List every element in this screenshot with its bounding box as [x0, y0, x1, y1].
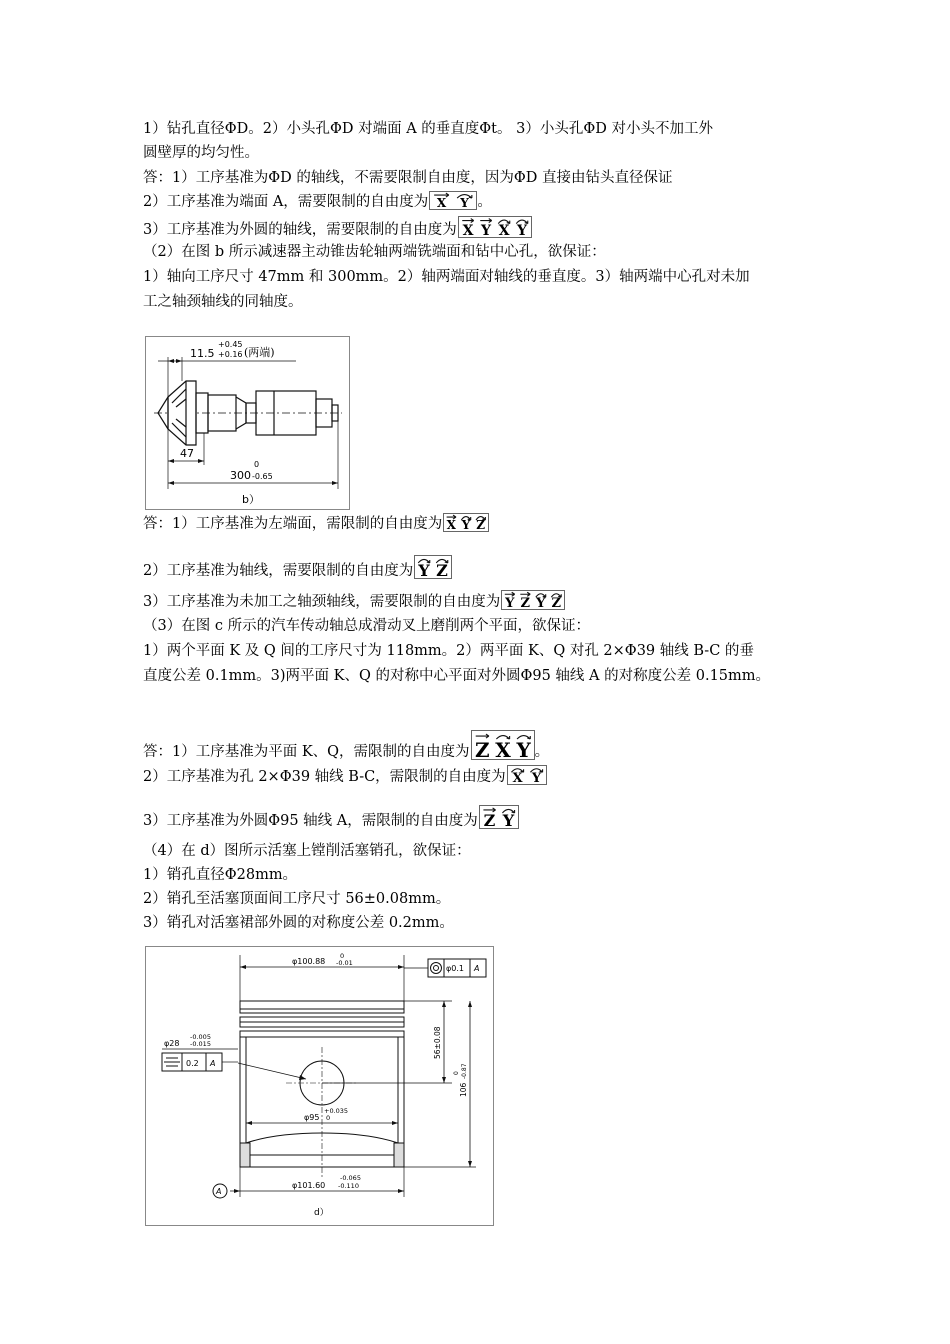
fig-d-dim-106-lower: -0.87	[461, 1063, 468, 1079]
fig-d-dim-56: 56±0.08	[433, 1026, 442, 1059]
dof-letter: Z	[476, 518, 486, 531]
text-line-20: 2）销孔至活塞顶面间工序尺寸 56±0.08mm。	[143, 891, 451, 907]
fig-d-pin-upper: -0.005	[190, 1033, 211, 1041]
text-line-7: 1）轴向工序尺寸 47mm 和 300mm。2）轴两端面对轴线的垂直度。3）轴两端中心孔对未加	[143, 269, 750, 285]
text-line-2: 圆壁厚的均匀性。	[143, 145, 259, 161]
text-span: 2）工序基准为端面 A，需要限制的自由度为	[143, 194, 429, 210]
text-line-16	[143, 765, 547, 788]
text-span: 2）工序基准为轴线，需要限制的自由度为	[143, 563, 414, 579]
fig-b-caption: b）	[242, 493, 260, 506]
fig-d-top-dia: φ100.88	[292, 957, 326, 966]
dof-letter: Y	[531, 771, 541, 784]
text-span: 答：1）工序基准为平面 K、Q，需限制的自由度为	[143, 744, 470, 760]
dof-letter: Y	[536, 596, 546, 609]
fig-d-caption: d）	[314, 1208, 329, 1218]
dof-letter: Y	[418, 561, 430, 578]
dof-letter: Y	[516, 223, 527, 237]
dof-letter: X	[462, 223, 474, 237]
text-line-21: 3）销孔对活塞裙部外圆的对称度公差 0.2mm。	[143, 915, 454, 931]
fig-d-dim-106: 106	[459, 1082, 468, 1097]
text-span: 3）工序基准为未加工之轴颈轴线，需要限制的自由度为	[143, 594, 501, 610]
fig-d-bottom-dia: φ101.60	[292, 1181, 326, 1190]
fig-b-dim-300-lower: -0.65	[252, 472, 273, 481]
fig-d-dim-106-upper: 0	[453, 1071, 460, 1075]
text-line-1: 1）钻孔直径ΦD。2）小头孔ΦD 对端面 A 的垂直度Φt。 3）小头孔ΦD 对小头不加工外	[143, 121, 713, 137]
text-line-10	[143, 555, 452, 582]
fig-d-bottom-lower: -0.110	[338, 1182, 359, 1190]
text-line-19: 1）销孔直径Φ28mm。	[143, 867, 298, 883]
text-line-8: 工之轴颈轴线的同轴度。	[143, 294, 303, 310]
dof-letter: Y	[516, 738, 531, 759]
dof-letter: X	[512, 771, 523, 784]
fig-d-inner-lower: 0	[326, 1114, 331, 1122]
fig-d-top-dia-upper: 0	[340, 952, 345, 960]
text-line-6: （2）在图 b 所示减速器主动锥齿轮轴两端铣端面和钻中心孔，欲保证：	[143, 244, 606, 260]
fig-d-datum-label: A	[216, 1187, 222, 1196]
dof-letter: Z	[520, 596, 531, 609]
dof-symbol-l5	[458, 216, 532, 238]
dof-symbol-l4	[429, 191, 477, 210]
text-line-11	[143, 590, 565, 613]
text-span: 3）工序基准为外圆Φ95 轴线 A，需限制的自由度为	[143, 813, 478, 829]
dof-letter: X	[498, 223, 510, 237]
fig-b-dim-300: 300	[230, 469, 251, 482]
dof-letter: Y	[460, 196, 470, 209]
text-line-3: 答：1）工序基准为ΦD 的轴线，不需要限制自由度，因为ΦD 直接由钻头直径保证	[143, 170, 673, 186]
text-line-9	[143, 513, 489, 535]
fig-d-sym-datum: A	[210, 1059, 216, 1068]
text-line-5	[143, 216, 532, 241]
dof-letter: Z	[483, 811, 496, 828]
figure-b-gear-shaft	[145, 336, 350, 510]
fig-b-note: (两端)	[244, 346, 275, 359]
text-line-4	[143, 191, 492, 213]
fig-d-inner-dia: φ95	[304, 1113, 320, 1122]
fig-d-top-fcf-value: φ0.1	[446, 964, 464, 973]
period: 。	[534, 744, 550, 760]
dof-symbol-l16	[507, 765, 547, 785]
dof-letter: X	[494, 738, 511, 759]
text-span: 2）工序基准为孔 2×Φ39 轴线 B-C，需限制的自由度为	[143, 769, 506, 785]
fig-d-pin-dia: φ28	[164, 1039, 180, 1048]
fig-d-pin-lower: -0.015	[190, 1040, 211, 1048]
dof-letter: Y	[505, 596, 515, 609]
text-span: 答：1）工序基准为左端面，需限制的自由度为	[143, 516, 443, 532]
text-line-13: 1）两个平面 K 及 Q 间的工序尺寸为 118mm。2）两平面 K、Q 对孔 2×Φ39 轴线 B-C 的垂	[143, 643, 754, 659]
dof-symbol-l17	[479, 805, 519, 829]
text-line-17	[143, 805, 519, 832]
text-line-15	[143, 730, 549, 763]
period: 。	[477, 194, 492, 210]
fig-d-inner-upper: +0.035	[324, 1107, 349, 1115]
fig-b-tol-upper: +0.45	[218, 340, 243, 349]
dof-letter: Z	[551, 596, 562, 609]
text-line-14: 直度公差 0.1mm。3)两平面 K、Q 的对称中心平面对外圆Φ95 轴线 A 的对称度公差 0.15mm。	[143, 668, 771, 684]
fig-b-nominal: 11.5	[190, 347, 215, 360]
fig-d-sym-value: 0.2	[186, 1059, 199, 1068]
dof-letter: Y	[461, 518, 471, 531]
translation-arrow-icon	[480, 219, 492, 223]
figure-d-piston	[145, 946, 494, 1226]
fig-b-tol-lower: +0.16	[218, 350, 243, 359]
fig-b-dim-47: 47	[180, 447, 194, 460]
text-span: 3）工序基准为外圆的轴线，需要限制的自由度为	[143, 222, 457, 238]
dof-letter: Z	[474, 738, 490, 759]
dof-symbol-l11	[501, 590, 565, 610]
dof-letter: Y	[480, 223, 491, 237]
text-line-12: （3）在图 c 所示的汽车传动轴总成滑动叉上磨削两个平面，欲保证：	[143, 618, 591, 634]
translation-arrow-icon	[462, 219, 474, 223]
fig-b-dim-300-upper: 0	[254, 460, 260, 469]
dof-letter: X	[446, 518, 457, 531]
fig-d-bottom-upper: -0.065	[340, 1174, 361, 1182]
dof-symbol-l9	[443, 513, 489, 532]
fig-d-top-dia-lower: -0.01	[336, 959, 353, 967]
dof-symbol-l15	[471, 730, 535, 760]
dof-letter: Z	[436, 561, 449, 578]
dof-symbol-l10	[414, 555, 452, 579]
text-line-18: （4）在 d）图所示活塞上镗削活塞销孔，欲保证：	[143, 843, 471, 859]
fig-d-top-fcf-datum: A	[474, 964, 480, 973]
dof-letter: Y	[502, 811, 514, 828]
dof-letter: X	[437, 196, 447, 209]
